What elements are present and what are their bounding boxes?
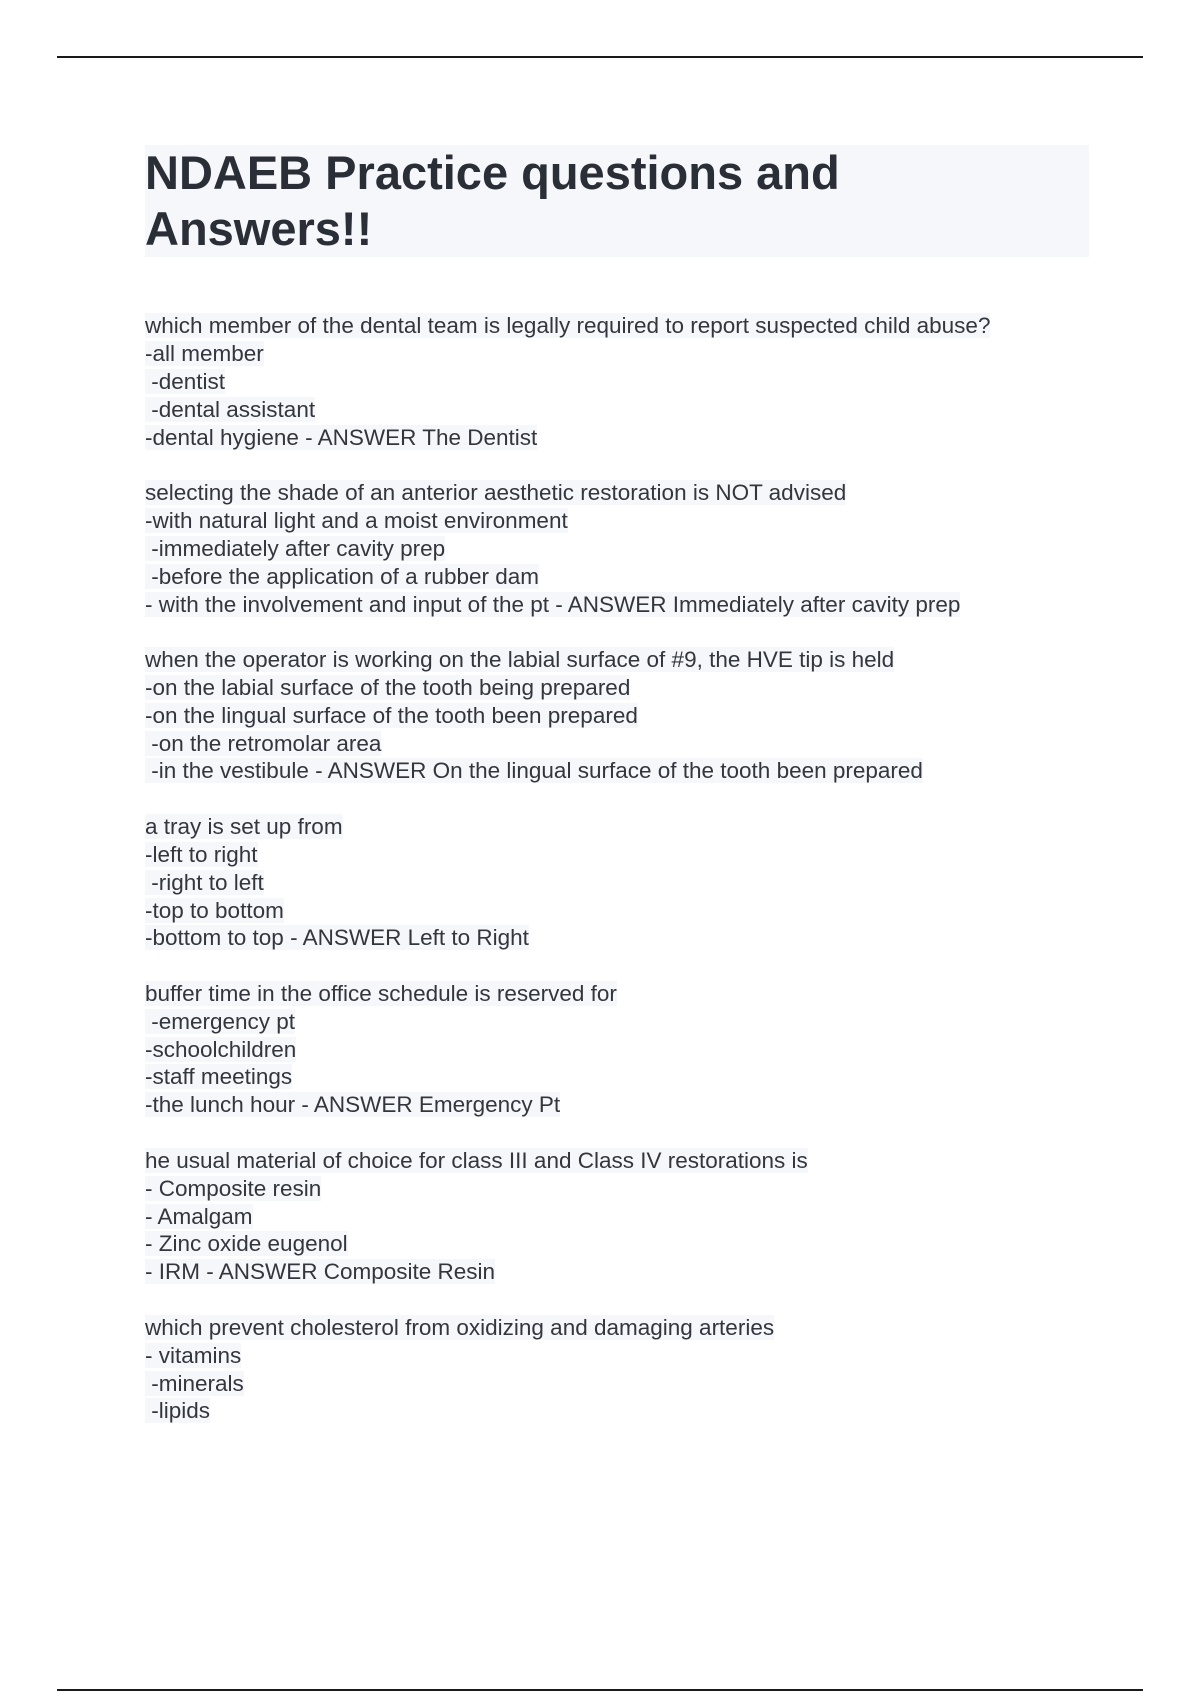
option-line: -dentist	[145, 368, 226, 394]
option-line: -on the lingual surface of the tooth been prepared	[145, 702, 638, 728]
option-line: -staff meetings	[145, 1064, 293, 1090]
option-line: - Composite resin	[145, 1175, 322, 1201]
questions-list	[145, 312, 1105, 1453]
question-block	[145, 312, 1105, 451]
option-line: -all member	[145, 340, 264, 366]
question-block	[145, 813, 1105, 952]
top-rule	[57, 56, 1143, 58]
option-line: -on the retromolar area	[145, 730, 382, 756]
question-line: selecting the shade of an anterior aesthetic restoration is NOT advised	[145, 479, 847, 505]
option-line: -on the labial surface of the tooth being prepared	[145, 674, 631, 700]
option-line: -top to bottom	[145, 897, 284, 923]
option-line: -lipids	[145, 1398, 211, 1424]
question-line: a tray is set up from	[145, 813, 343, 839]
bottom-rule	[57, 1689, 1143, 1691]
option-line: -immediately after cavity prep	[145, 535, 446, 561]
title-block	[145, 145, 1089, 257]
option-line: -dental assistant	[145, 396, 316, 422]
question-line: buffer time in the office schedule is reserved for	[145, 980, 617, 1006]
option-line: -schoolchildren	[145, 1036, 297, 1062]
option-line: -with natural light and a moist environment	[145, 507, 568, 533]
answer-line: -bottom to top - ANSWER Left to Right	[145, 925, 529, 951]
question-block	[145, 980, 1105, 1119]
question-line: which member of the dental team is legally required to report suspected child abuse?	[145, 313, 991, 338]
question-block	[145, 1147, 1105, 1286]
question-block	[145, 646, 1105, 785]
page-title: NDAEB Practice questions and Answers!!	[145, 146, 840, 255]
option-line: - vitamins	[145, 1342, 242, 1368]
option-line: -emergency pt	[145, 1008, 296, 1034]
option-line: -left to right	[145, 841, 258, 867]
answer-line: -dental hygiene - ANSWER The Dentist	[145, 424, 538, 450]
answer-line: - IRM - ANSWER Composite Resin	[145, 1259, 496, 1285]
question-line: when the operator is working on the labial surface of #9, the HVE tip is held	[145, 646, 895, 672]
option-line: - Amalgam	[145, 1203, 253, 1229]
option-line: - Zinc oxide eugenol	[145, 1231, 348, 1257]
option-line: -before the application of a rubber dam	[145, 563, 539, 589]
answer-line: -in the vestibule - ANSWER On the lingual surface of the tooth been prepared	[145, 758, 923, 784]
question-block	[145, 479, 1105, 618]
option-line: -right to left	[145, 869, 264, 895]
question-line: which prevent cholesterol from oxidizing and damaging arteries	[145, 1314, 775, 1340]
answer-line: -the lunch hour - ANSWER Emergency Pt	[145, 1092, 561, 1118]
answer-line: - with the involvement and input of the pt - ANSWER Immediately after cavity prep	[145, 591, 961, 617]
question-block	[145, 1314, 1105, 1426]
question-line: he usual material of choice for class III and Class IV restorations is	[145, 1147, 808, 1173]
option-line: -minerals	[145, 1370, 244, 1396]
